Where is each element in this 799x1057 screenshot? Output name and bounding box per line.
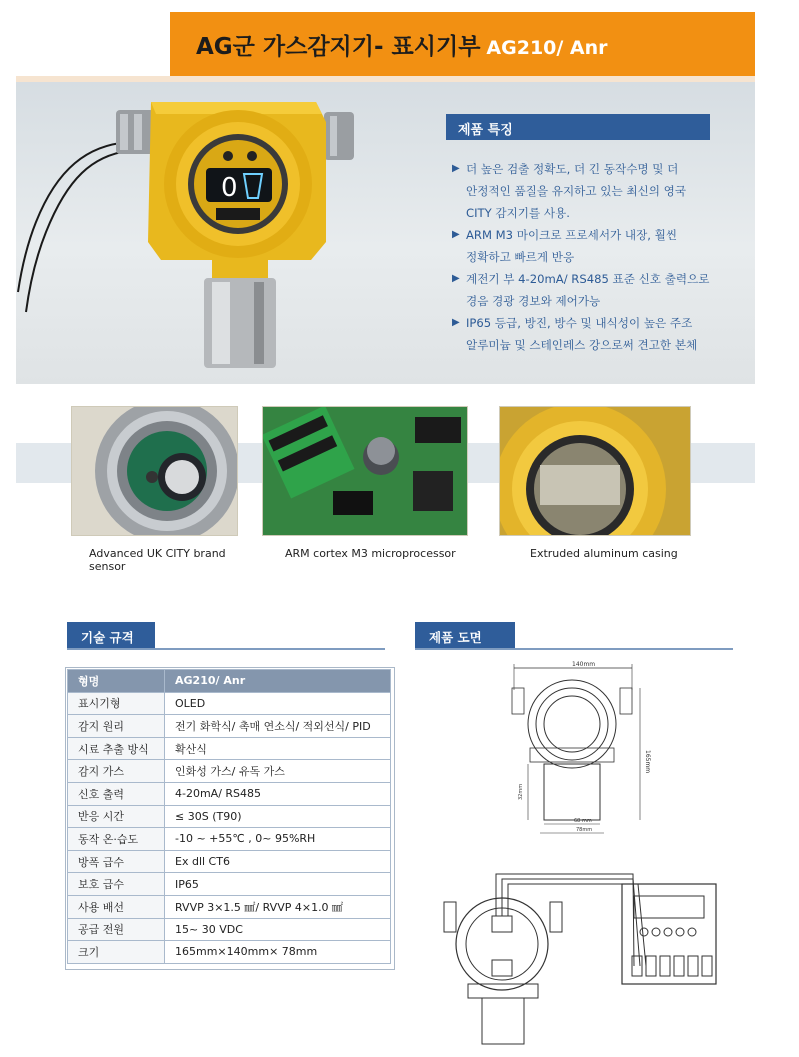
table-row: 공급 전원 15~ 30 VDC <box>68 918 391 941</box>
drawing-heading: 제품 도면 <box>415 622 515 648</box>
specs-underline <box>67 648 385 650</box>
model-number: AG210/ Anr <box>486 37 608 59</box>
feature-item: ▶ IP65 등급, 방진, 방수 및 내식성이 높은 주조 알루미늄 및 스테인레스 강으로써 견고한 본체 <box>452 312 742 356</box>
microprocessor-photo <box>262 406 468 536</box>
base-dim-label-2: 78mm <box>576 827 593 833</box>
page-title <box>196 28 608 61</box>
table-row: 감지 원리 전기 화학식/ 촉매 연소식/ 적외선식/ PID <box>68 715 391 738</box>
gas-detector-photo <box>16 82 436 384</box>
spec-table <box>67 669 391 964</box>
table-row: 반응 시간 ≤ 30S (T90) <box>68 805 391 828</box>
svg-text:0: 0 <box>221 173 238 203</box>
features-list <box>452 158 742 356</box>
table-header-row: 형명 AG210/ Anr <box>68 670 391 693</box>
table-row: 시료 추출 방식 확산식 <box>68 737 391 760</box>
bullet-triangle-icon: ▶ <box>452 163 460 174</box>
table-row: 신호 출력 4-20mA/ RS485 <box>68 782 391 805</box>
sensor-photo <box>71 406 238 536</box>
feature-item: ▶ ARM M3 마이크로 프로세서가 내장, 훨씬 정확하고 빠르게 반응 <box>452 224 742 268</box>
table-row: 사용 배선 RVVP 3×1.5 ㎟/ RVVP 4×1.0 ㎟ <box>68 895 391 918</box>
height-dim-label: 165mm <box>644 750 651 774</box>
specs-heading: 기술 규격 <box>67 622 155 648</box>
processor-caption: ARM cortex M3 microprocessor <box>285 547 456 560</box>
casing-photo <box>499 406 691 536</box>
casing-caption: Extruded aluminum casing <box>530 547 678 560</box>
bullet-triangle-icon: ▶ <box>452 229 460 240</box>
width-dim-label: 140mm <box>572 661 596 668</box>
table-row: 동작 온·습도 -10 ~ +55℃ , 0~ 95%RH <box>68 828 391 851</box>
title-text: AG군 가스감지기- 표시기부 <box>196 34 481 60</box>
wiring-diagram <box>438 870 738 1046</box>
feature-item: ▶ 계전기 부 4-20mA/ RS485 표준 신호 출력으로 경음 경광 경보와 제어가능 <box>452 268 742 312</box>
table-row: 방폭 급수 Ex dll CT6 <box>68 850 391 873</box>
drawing-underline <box>415 648 733 650</box>
bullet-triangle-icon: ▶ <box>452 317 460 328</box>
table-row: 감지 가스 인화성 가스/ 유독 가스 <box>68 760 391 783</box>
features-heading: 제품 특징 <box>446 114 710 140</box>
side-dim-label: 32mm <box>518 783 524 800</box>
dimension-drawing <box>500 660 660 842</box>
bullet-triangle-icon: ▶ <box>452 273 460 284</box>
table-row: 크기 165mm×140mm× 78mm <box>68 941 391 964</box>
feature-item: ▶ 더 높은 검출 정확도, 더 긴 동작수명 및 더 안정적인 품질을 유지하고 있는 최신의 영국 CITY 감지기를 사용. <box>452 158 742 224</box>
table-row: 보호 급수 IP65 <box>68 873 391 896</box>
sensor-caption: Advanced UK CITY brand sensor <box>89 547 226 573</box>
table-row: 표시기형 OLED <box>68 692 391 715</box>
base-dim-label-1: 68 mm <box>574 818 592 824</box>
